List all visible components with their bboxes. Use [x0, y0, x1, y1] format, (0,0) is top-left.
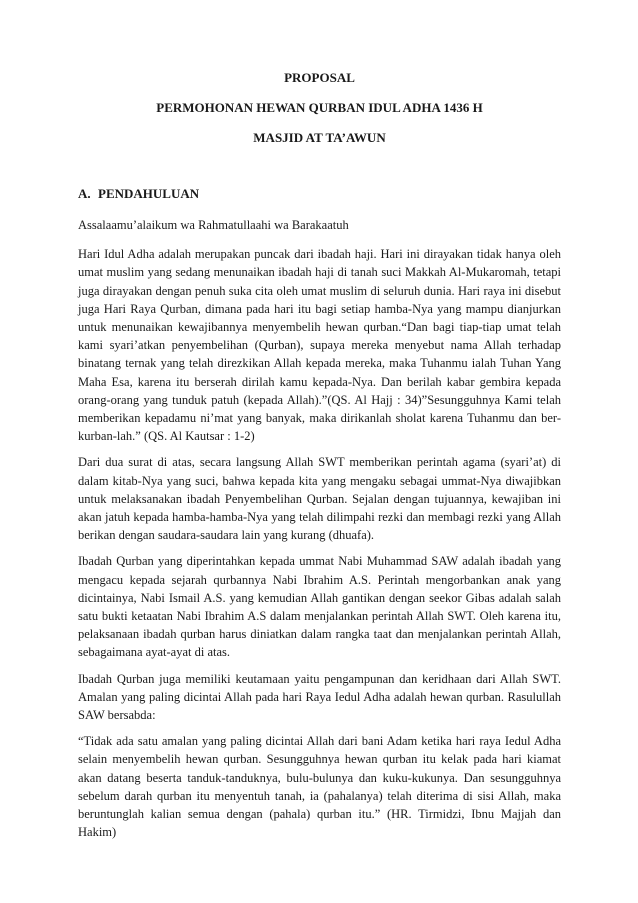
- hadith-quote-paragraph: “Tidak ada satu amalan yang paling dicintai Allah dari bani Adam ketika hari raya Iedul Adha selain menyembelih hewan qurban. Sesungguhnya hewan qurban itu kelak pada hari kiamat akan datang beserta tanduk-tanduknya, bulu-bulunya dan kuku-kukunya. Dan sesungguhnya sebelum darah qurban itu menyentuh tanah, ia (pahalanya) telah diterima di sisi Allah, maka beruntunglah kalian semua dengan (pahala) qurban itu.” (HR. Tirmidzi, Ibnu Majjah dan Hakim): [78, 734, 561, 840]
- document-page: [78, 70, 561, 842]
- section-heading: [78, 186, 561, 202]
- section-letter: A.: [78, 186, 91, 201]
- organization-name: MASJID AT TA’AWUN: [253, 130, 386, 145]
- body-paragraph-3: Ibadah Qurban yang diperintahkan kepada ummat Nabi Muhammad SAW adalah ibadah yang mengacu kepada sejarah qurbannya Nabi Ibrahim A.S. Perintah mengorbankan anak yang dicintainya, Nabi Ismail A.S. yang kemudian Allah gantikan dengan seekor Gibas adalah salah satu bukti ketaatan Nabi Ibrahim A.S dalam menjalankan perintah Allah SWT. Oleh karena itu, pelaksanaan ibadah qurban harus diniatkan dalam rangka taat dan menjalankan perintah Allah, sebagaimana ayat-ayat di atas.: [78, 554, 561, 660]
- greeting-paragraph: Assalaamu’alaikum wa Rahmatullaahi wa Barakaatuh: [78, 218, 349, 232]
- document-subtitle: PERMOHONAN HEWAN QURBAN IDUL ADHA 1436 H: [156, 100, 483, 115]
- document-title: PROPOSAL: [284, 70, 355, 85]
- section-title: PENDAHULUAN: [98, 186, 200, 201]
- body-paragraph-4: Ibadah Qurban juga memiliki keutamaan yaitu pengampunan dan keridhaan dari Allah SWT. Amalan yang paling dicintai Allah pada hari Raya Iedul Adha adalah hewan qurban. Rasulullah SAW bersabda:: [78, 671, 561, 723]
- body-paragraph-1: Hari Idul Adha adalah merupakan puncak dari ibadah haji. Hari ini dirayakan tidak hanya oleh umat muslim yang sedang menunaikan ibadah haji di tanah suci Makkah Al-Mukaromah, tetapi juga dirayakan dengan penuh suka cita oleh umat muslim di seluruh dunia. Hari raya ini disebut juga Hari Raya Qurban, dimana pada hari itu bagi setiap hamba-Nya yang mampu dianjurkan untuk menunaikan kewajibannya menyembelih hewan qurban.“Dan bagi tiap-tiap umat telah kami syari’atkan penyembelihan (Qurban), supaya mereka menyebut nama Allah terhadap binatang ternak yang telah direzkikan Allah kepada mereka, maka Tuhanmu ialah Tuhan Yang Maha Esa, karena itu berserah dirilah kamu kepada-Nya. Dan berilah kabar gembira kepada orang-orang yang tunduk patuh (kepada Allah).”(QS. Al Hajj : 34)”Sesungguhnya Kami telah memberikan kepadamu ni’mat yang banyak, maka dirikanlah sholat karena Tuhanmu dan ber-kurban-lah.” (QS. Al Kautsar : 1-2): [78, 247, 561, 444]
- body-paragraph-2: Dari dua surat di atas, secara langsung Allah SWT memberikan perintah agama (syari’at) di dalam kitab-Nya yang suci, bahwa kepada kita yang mengaku sebagai ummat-Nya diwajibkan untuk melaksanakan ibadah Penyembelihan Qurban. Sejalan dengan tujuannya, kewajiban ini akan jatuh kepada hamba-hamba-Nya yang telah dilimpahi rezki dan membagi rezki yang Allah berikan dengan saudara-saudara lain yang kurang (dhuafa).: [78, 455, 561, 543]
